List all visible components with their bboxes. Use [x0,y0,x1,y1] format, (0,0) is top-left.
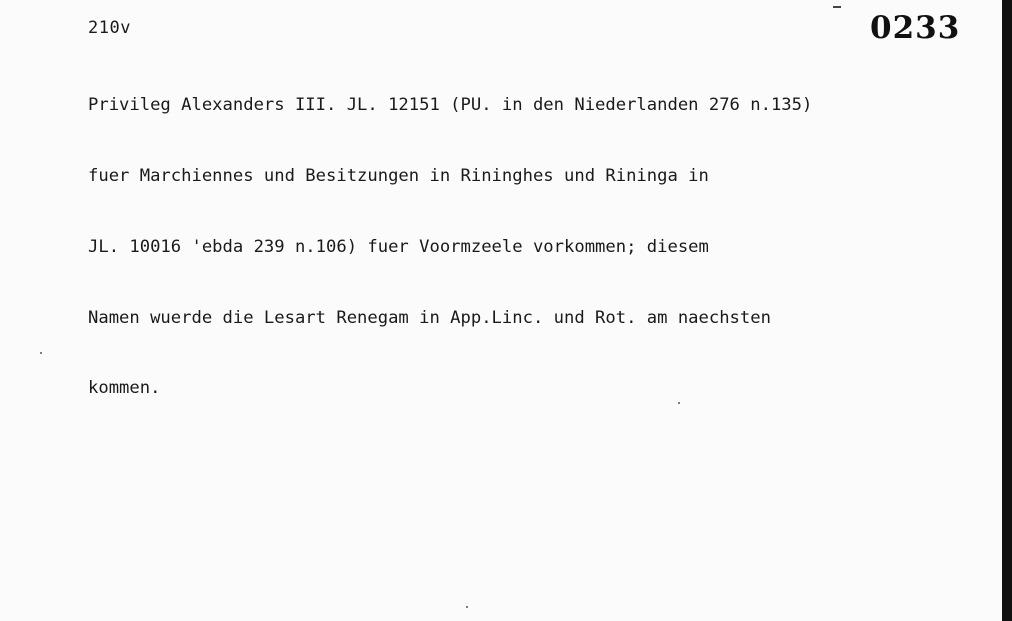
folio-label: 210v [88,18,131,38]
text-line: fuer Marchiennes und Besitzungen in Rininghes und Rininga in [88,165,709,186]
speck [678,402,680,404]
text-line: Privileg Alexanders III. JL. 12151 (PU. in den Niederlanden 276 n.135) [88,95,813,116]
card-number: 0233 [870,10,961,46]
text-line: kommen. [88,378,161,399]
card-body-text [88,47,812,448]
dash-mark [833,6,841,8]
card-edge [1002,0,1012,621]
text-line: Namen wuerde die Lesart Renegam in App.Linc. und Rot. am naechsten [88,307,771,328]
speck [40,352,42,354]
speck [466,606,468,608]
text-line: JL. 10016 'ebda 239 n.106) fuer Voormzeele vorkommen; diesem [88,236,709,257]
